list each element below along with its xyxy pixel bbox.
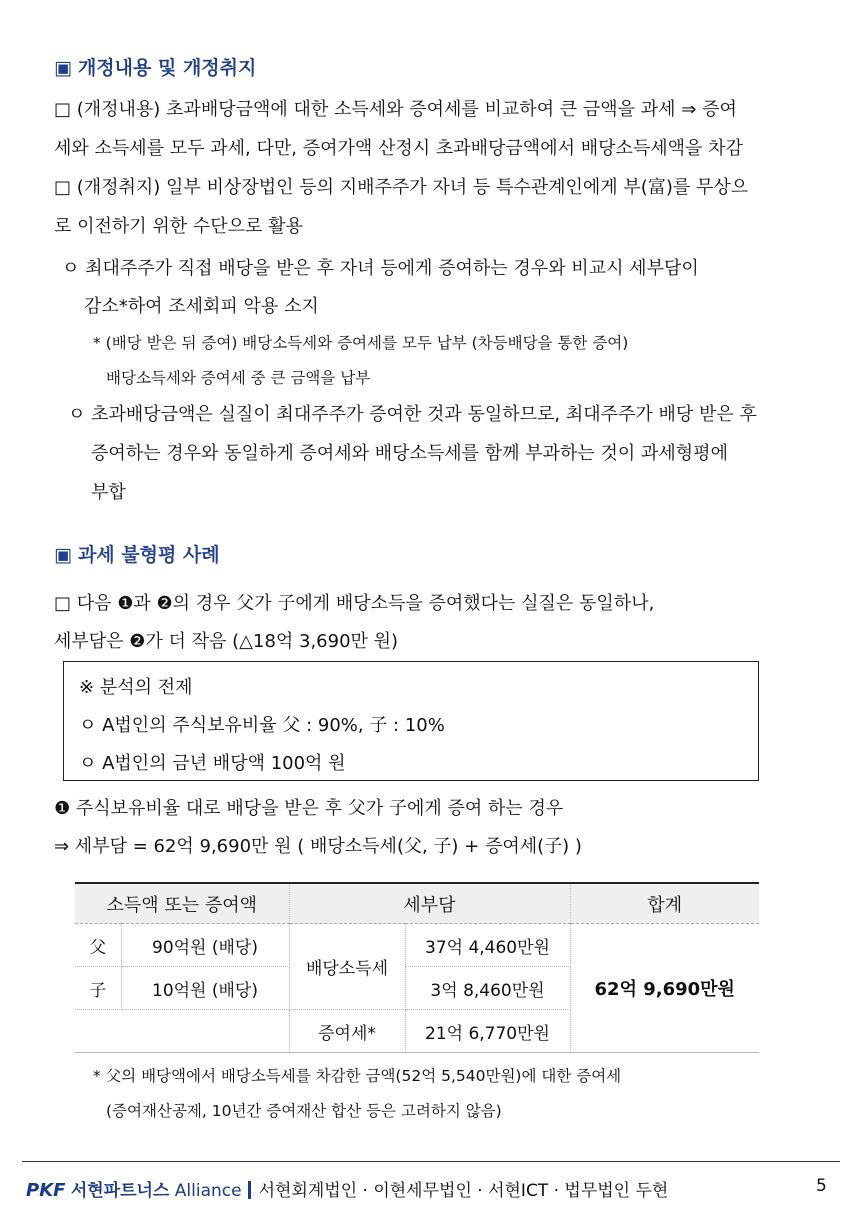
separator-bar (248, 1181, 251, 1199)
column-header: 소득액 또는 증여액 (75, 883, 289, 924)
body-line: 로 이전하기 위한 수단으로 활용 (54, 216, 303, 237)
section-heading-cases (54, 540, 220, 567)
member-firms: 서현회계법인 · 이현세무법인 · 서현ICT · 법무법인 두현 (258, 1181, 669, 1201)
footer-brand (26, 1176, 668, 1201)
bullet-line: 부합 (91, 482, 126, 503)
total-cell: 62억 9,690만원 (570, 924, 759, 1053)
square-marker-icon: ▣ (54, 57, 72, 79)
bullet-line: 증여하는 경우와 동일하게 증여세와 배당소득세를 함께 부과하는 것이 과세형평에 (91, 443, 728, 464)
premise-title: ※ 분석의 전제 (79, 677, 193, 698)
table-header-row (75, 883, 759, 924)
tax-type-cell: 배당소득세 (289, 924, 405, 1010)
column-header: 합계 (570, 883, 759, 924)
square-marker-icon: ▣ (54, 544, 72, 566)
amount-cell: 10억원 (배당) (121, 967, 289, 1010)
footnote: (증여재산공제, 10년간 증여재산 합산 등은 고려하지 않음) (106, 1102, 502, 1120)
body-line: 세부담은 ❷가 더 작음 (△18억 3,690만 원) (54, 631, 399, 652)
case-heading: ❶ 주식보유비율 대로 배당을 받은 후 父가 子에게 증여 하는 경우 (54, 798, 564, 819)
tax-cell: 37억 4,460만원 (405, 924, 570, 967)
note-line: * (배당 받은 뒤 증여) 배당소득세와 증여세를 모두 납부 (차등배당을 통한 증여) (93, 334, 629, 352)
firm-name: 서현파트너스 (70, 1181, 170, 1201)
amount-cell: 90억원 (배당) (121, 924, 289, 967)
empty-cell (75, 1010, 289, 1053)
footer-divider (22, 1161, 840, 1162)
page-number: 5 (816, 1176, 827, 1196)
bullet-line: ㅇ 최대주주가 직접 배당을 받은 후 자녀 등에게 증여하는 경우와 비교시 세부담이 (62, 258, 699, 279)
case-formula: ⇒ 세부담 = 62억 9,690만 원 ( 배당소득세(父, 子) + 증여세(子) ) (54, 836, 582, 857)
section-heading-amendment (54, 53, 256, 80)
table-row (75, 924, 759, 967)
premise-item: ㅇ A법인의 금년 배당액 100억 원 (79, 753, 346, 774)
analysis-premise-box (63, 661, 759, 781)
tax-type-cell: 증여세* (289, 1010, 405, 1053)
body-line: 세와 소득세를 모두 과세, 다만, 증여가액 산정시 초과배당금액에서 배당소득세액을 차감 (54, 138, 743, 159)
footnote: * 父의 배당액에서 배당소득세를 차감한 금액(52억 5,540만원)에 대한 증여세 (93, 1067, 622, 1085)
taxpayer-cell: 子 (75, 967, 121, 1010)
bullet-line: ㅇ 초과배당금액은 실질이 최대주주가 증여한 것과 동일하므로, 최대주주가 배당 받은 후 (68, 404, 757, 425)
body-line: □ (개정내용) 초과배당금액에 대한 소득세와 증여세를 비교하여 큰 금액을 과세 ⇒ 증여 (54, 99, 737, 120)
note-line: 배당소득세와 증여세 중 큰 금액을 납부 (106, 369, 371, 387)
alliance-label: Alliance (174, 1181, 242, 1201)
tax-cell: 3억 8,460만원 (405, 967, 570, 1010)
pkf-logo: PKF (26, 1180, 66, 1201)
tax-burden-table (75, 882, 759, 1053)
premise-item: ㅇ A법인의 주식보유비율 父 : 90%, 子 : 10% (79, 715, 445, 736)
bullet-line: 감소*하여 조세회피 악용 소지 (84, 296, 319, 317)
taxpayer-cell: 父 (75, 924, 121, 967)
section-title: 개정내용 및 개정취지 (77, 57, 257, 79)
column-header: 세부담 (289, 883, 570, 924)
body-line: □ (개정취지) 일부 비상장법인 등의 지배주주가 자녀 등 특수관계인에게 부(富)를 무상으 (54, 177, 749, 198)
body-line: □ 다음 ❶과 ❷의 경우 父가 子에게 배당소득을 증여했다는 실질은 동일하나, (54, 593, 655, 614)
tax-cell: 21억 6,770만원 (405, 1010, 570, 1053)
section-title: 과세 불형평 사례 (77, 544, 220, 566)
